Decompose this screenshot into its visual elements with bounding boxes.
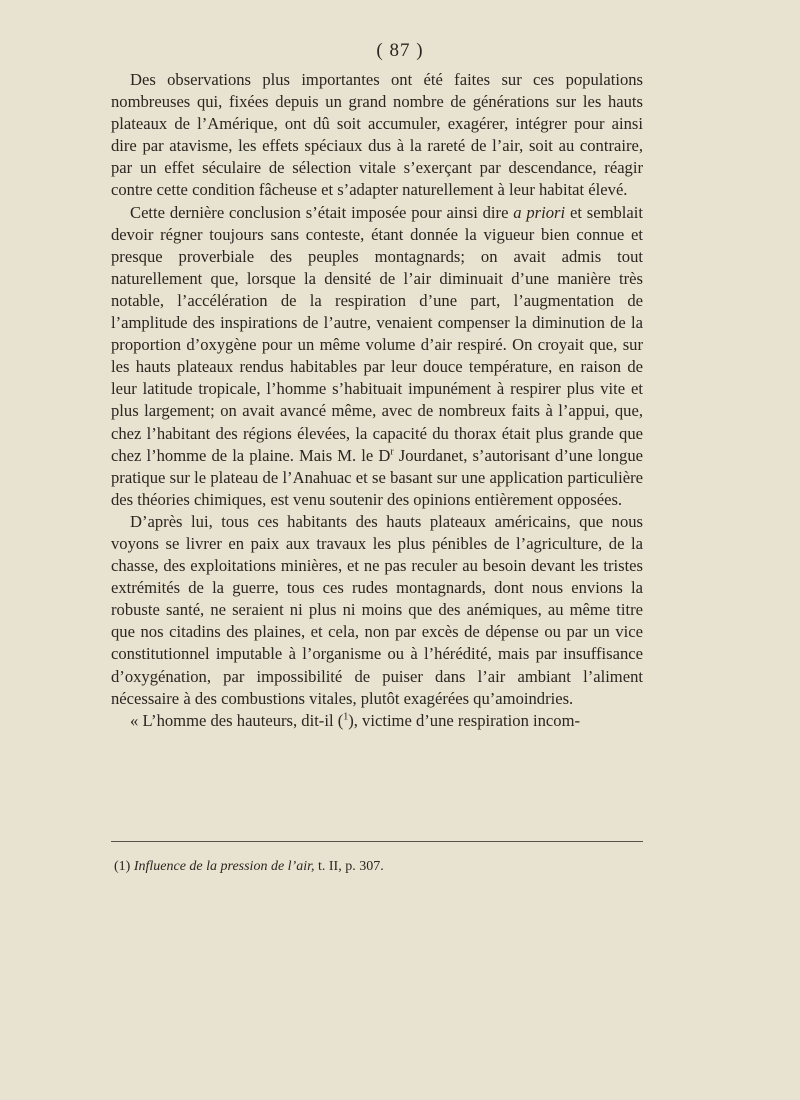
paragraph-4 — [111, 710, 643, 732]
superscript-r: r — [390, 446, 394, 458]
paragraph-1: Des observations plus importantes ont été faites sur ces populations nombreuses qui, fixées depuis un grand nombre de générations sur les hauts plateaux de l’Amérique, ont dû soit accumuler, exagérer, intégrer pour ainsi dire par atavisme, les effets spéciaux dus à la rareté de l’air, soit au contraire, par un effet séculaire de sélection vitale s’exerçant par descendance, réagir contre cette condition fâcheuse et s’adapter naturellement à leur habitat élevé. — [111, 70, 643, 200]
page-number: ( 87 ) — [376, 40, 424, 61]
paragraph-2 — [111, 202, 643, 511]
paragraph-2-middle: et semblait devoir régner toujours sans conteste, étant donnée la vigueur bien connue et presque proverbiale des peuples montagnards; on avait admis tout naturellement que, lorsque la densité de l’air diminuait d’une manière très notable, l’accélération de la respiration d’une part, l’augmentation de l’amplitude des inspirations de l’autre, venaient compenser la diminution de la proportion d’oxygène pour un même volume d’air respiré. On croyait que, sur les hauts plateaux rendus habitables par leur douce température, en raison de leur latitude tropicale, l’homme s’habituait impunément à respirer plus vite et plus largement; on avait avancé même, avec de nombreux faits à l’appui, que, chez l’habitant des régions élevées, la capacité du thorax était plus grande que chez l’homme de la plaine. Mais M. le D — [111, 202, 643, 465]
footnote-title: Influence de la pression de l’air, — [133, 859, 315, 874]
paragraph-4-end: ), victime d’une respiration incom- — [348, 710, 581, 730]
paragraph-2-start: Cette dernière conclusion s’était imposée pour ainsi dire — [130, 202, 509, 222]
italic-a-priori: a priori — [513, 202, 566, 222]
paragraph-3: D’après lui, tous ces habitants des hauts plateaux américains, que nous voyons se livrer en paix aux travaux les plus pénibles de l’agriculture, de la chasse, des exploitations minières, et ne pas reculer au besoin devant les tristes extrémités de la guerre, tous ces rudes montagnards, dont nous envions la robuste santé, ne seraient ni plus ni moins que des anémiques, au même titre que nos citadins des plaines, et cela, non par excès de dépense ou par un vice constitutionnel imputable à l’organisme ou à l’hérédité, mais par insuffisance d’oxygénation, par impossibilité de puiser dans l’air ambiant l’aliment nécessaire à des combustions vitales, plutôt exagérées qu’amoindries. — [111, 511, 643, 708]
footnote-reference: 1 — [343, 711, 349, 723]
paragraph-4-start: « L’homme des hauteurs, dit-il ( — [130, 710, 344, 730]
body-text — [111, 69, 643, 732]
footnote-marker: (1) — [114, 859, 131, 874]
footnote-rest: t. II, p. 307. — [318, 859, 384, 874]
footnote-rule — [111, 841, 643, 842]
paragraph-2-end: Jourdanet, s’autorisant d’une longue pratique sur le plateau de l’Anahuac et se basant sur une application particulière des théories chimiques, est venu soutenir des opinions entièrement opposées. — [111, 445, 643, 509]
footnote — [114, 858, 644, 876]
